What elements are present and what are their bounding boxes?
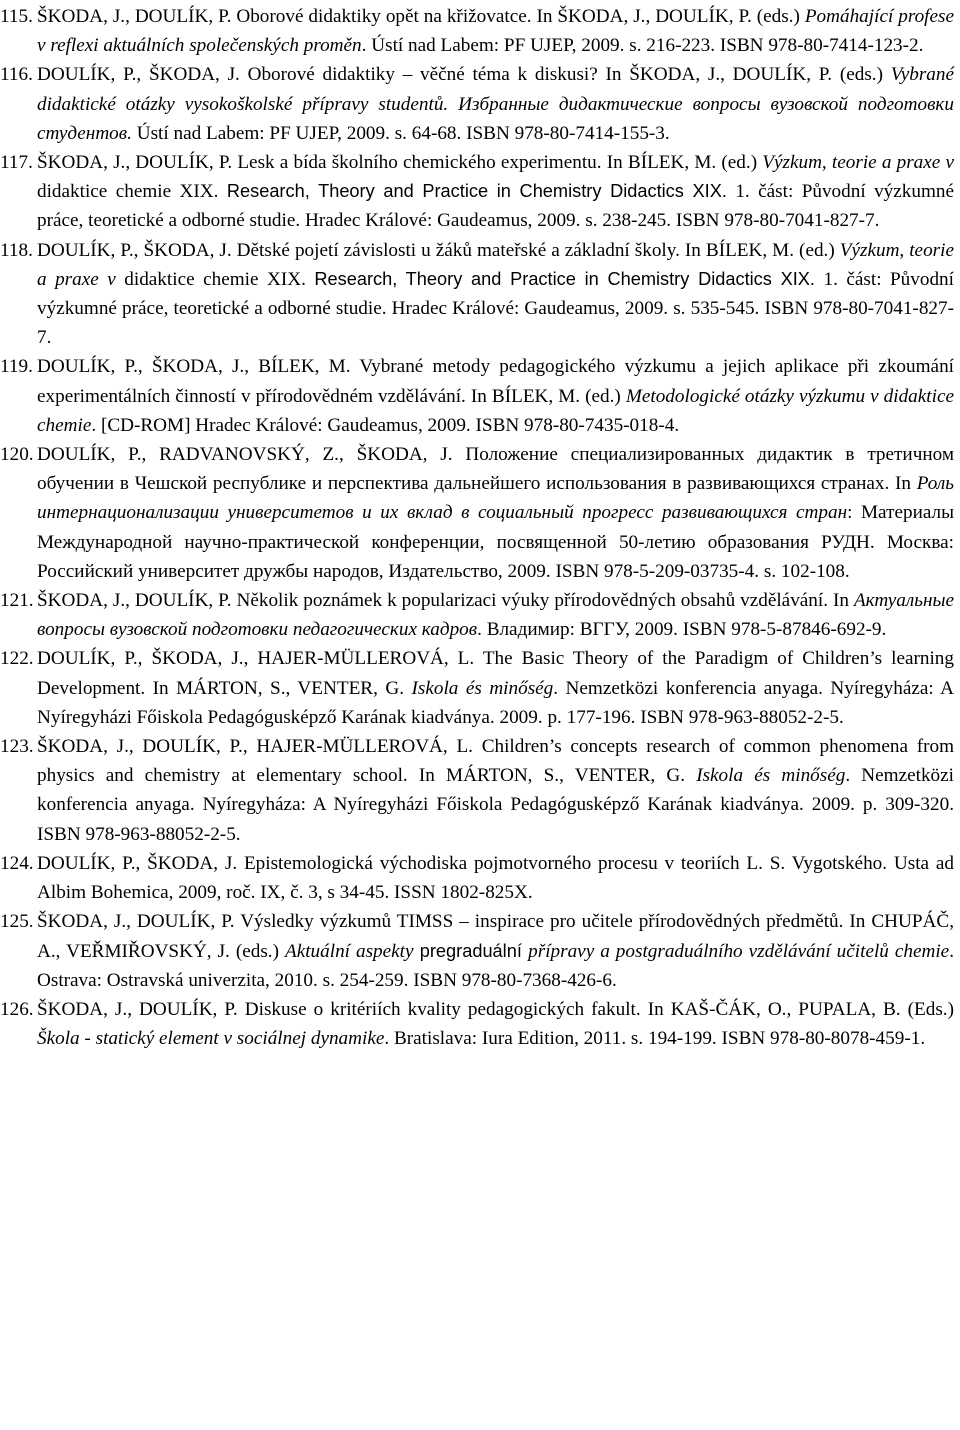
entry-number: 122.	[0, 648, 34, 670]
entry-text: . Ostrava: Ostravská univerzita, 2010. s. 254-259. ISBN 978-80-7368-426-6.	[37, 940, 954, 991]
entry-title-italic: přípravy a postgraduálního vzdělávání učitelů chemie	[528, 940, 950, 962]
bibliography-entry	[0, 352, 954, 440]
bibliography-entry	[0, 2, 954, 60]
entry-text: ŠKODA, J., DOULÍK, P. Oborové didaktiky opět na křižovatce. In ŠKODA, J., DOULÍK, P. (eds.)	[37, 6, 805, 27]
entry-text: DOULÍK, P., RADVANOVSKÝ, Z., ŠKODA, J. Положение специализированных дидактик в третичном обучении в Чешской республике и перспектива дальнейшего использования в развивающихся странах. In	[37, 444, 954, 495]
entry-text: ŠKODA, J., DOULÍK, P. Diskuse o kritériích kvality pedagogických fakult. In KAŠ-ČÁK, O., PUPALA, B. (Eds.)	[37, 998, 954, 1020]
entry-text: . Владимир: ВГГУ, 2009. ISBN 978-5-87846-692-9.	[477, 619, 887, 641]
entry-title-italic: Iskola és minőség	[411, 677, 554, 699]
entry-text: DOULÍK, P., ŠKODA, J. Dětské pojetí závislosti u žáků mateřské a základní školy. In BÍLEK, M. (ed.)	[37, 239, 840, 261]
entry-number: 120.	[0, 444, 34, 466]
entry-title-italic: Aktuální aspekty	[284, 940, 414, 962]
entry-number: 121.	[0, 590, 34, 612]
entry-title-italic: Vybrané didaktické otázky vysokoškolské přípravy studentů. Избранные дидактические вопросы вузовской подготовки студентов.	[37, 64, 954, 144]
entry-text: . Bratislava: Iura Edition, 2011. s. 194-199. ISBN 978-80-8078-459-1.	[384, 1028, 926, 1050]
entry-text: DOULÍK, P., ŠKODA, J., BÍLEK, M. Vybrané metody pedagogického výzkumu a jejich aplikace při zkoumání experimentálních činností v přírodovědném vzdělávání. In BÍLEK, M. (ed.)	[37, 356, 954, 407]
entry-title-italic: Škola - statický element v sociálnej dynamike	[37, 1028, 385, 1050]
entry-number: 119.	[0, 356, 33, 378]
entry-text: didaktice chemie XIX.	[115, 268, 315, 290]
bibliography-entry	[0, 148, 954, 236]
bibliography-entry	[0, 995, 954, 1053]
entry-text: . Ústí nad Labem: PF UJEP, 2009. s. 216-223. ISBN 978-80-7414-123-2.	[361, 35, 924, 57]
entry-title-italic: Výzkum, teorie a praxe v	[762, 152, 954, 174]
entry-text: DOULÍK, P., ŠKODA, J. Oborové didaktiky – věčné téma k diskusi? In ŠKODA, J., DOULÍK, P. (eds.)	[37, 64, 891, 86]
entry-title-italic: Роль интернационализации университетов и их вклад в социальный прогресс развивающихся стран	[37, 473, 954, 524]
entry-text: . Nemzetközi konferencia anyaga. Nyíregyháza: A Nyíregyházi Főiskola Pedagógusképző Karának kiadványa. 2009. p. 177-196. ISBN 978-963-88052-2-5.	[37, 677, 954, 728]
entry-number: 123.	[0, 736, 34, 758]
entry-text: Research, Theory and Practice in Chemistry Didactics XIX.	[226, 181, 727, 202]
entry-text: : Материалы Международной научно-практической конференции, посвященной 50-летию образования РУДН. Москва: Российский университет дружбы народов, Издательство, 2009. ISBN 978-5-209-03735-4. s. 102-108.	[37, 502, 954, 582]
entry-title-italic: Актуальные вопросы вузовской подготовки педагогических кадров	[37, 590, 954, 641]
bibliography-entry	[0, 60, 954, 148]
entry-text: didaktice chemie XIX.	[37, 181, 227, 203]
entry-number: 116.	[0, 64, 33, 86]
entry-title-italic: Výzkum, teorie a praxe v	[37, 239, 954, 290]
bibliography-list	[0, 2, 955, 1053]
entry-number: 126.	[0, 998, 34, 1020]
bibliography-entry	[0, 907, 954, 995]
entry-number: 118.	[0, 239, 33, 261]
entry-number: 115.	[0, 6, 33, 27]
bibliography-entry	[0, 732, 955, 849]
entry-text: ŠKODA, J., DOULÍK, P. Výsledky výzkumů TIMSS – inspirace pro učitele přírodovědných předmětů. In CHUPÁČ, A., VEŘMIŘOVSKÝ, J. (eds.)	[37, 911, 954, 962]
entry-number: 124.	[0, 852, 34, 874]
bibliography-entry	[0, 644, 954, 732]
bibliography-entry	[0, 586, 954, 644]
entry-text: DOULÍK, P., ŠKODA, J., HAJER-MÜLLEROVÁ, L. The Basic Theory of the Paradigm of Children’s learning Development. In MÁRTON, S., VENTER, G.	[37, 648, 954, 699]
entry-number: 125.	[0, 911, 34, 933]
entry-number: 117.	[0, 152, 33, 174]
entry-text: . Nemzetközi konferencia anyaga. Nyíregyháza: A Nyíregyházi Főiskola Pedagógusképző Karának kiadványa. 2009. p. 309-320. ISBN 978-963-88052-2-5.	[37, 765, 955, 845]
entry-title-italic: Pomáhající profese v reflexi aktuálních společenských proměn	[37, 6, 954, 57]
bibliography-entry	[0, 849, 954, 907]
bibliography-entry	[0, 236, 954, 353]
entry-title-italic: Iskola és minőség	[696, 765, 846, 787]
entry-text: Research, Theory and Practice in Chemistry Didactics XIX.	[314, 268, 815, 289]
entry-text: 1. část: Původní výzkumné práce, teoretické a odborné studie. Hradec Králové: Gaudeamus, 2009. s. 535-545. ISBN 978-80-7041-827-7.	[37, 268, 954, 349]
entry-text: DOULÍK, P., ŠKODA, J. Epistemologická východiska pojmotvorného procesu v teoriích L. S. Vygotského. Usta ad Albim Bohemica, 2009, roč. IX, č. 3, s 34-45. ISSN 1802-825X.	[37, 852, 954, 904]
entry-text: Ústí nad Labem: PF UJEP, 2009. s. 64-68. ISBN 978-80-7414-155-3.	[131, 122, 670, 144]
entry-text: ŠKODA, J., DOULÍK, P., HAJER-MÜLLEROVÁ, L. Children’s concepts research of common phenomena from physics and chemistry at elementary school. In MÁRTON, S., VENTER, G.	[37, 736, 954, 787]
bibliography-entry	[0, 440, 954, 586]
entry-text: . [CD-ROM] Hradec Králové: Gaudeamus, 2009. ISBN 978-80-7435-018-4.	[91, 414, 680, 436]
entry-text: ŠKODA, J., DOULÍK, P. Lesk a bída školního chemického experimentu. In BÍLEK, M. (ed.)	[37, 152, 763, 174]
entry-text: ŠKODA, J., DOULÍK, P. Několik poznámek k popularizaci výuky přírodovědných obsahů vzdělávání. In	[37, 590, 854, 612]
entry-text: 1. část: Původní výzkumné práce, teoretické a odborné studie. Hradec Králové: Gaudeamus, 2009. s. 238-245. ISBN 978-80-7041-827-7.	[37, 181, 954, 232]
entry-title-italic: Metodologické otázky výzkumu v didaktice chemie	[37, 385, 954, 436]
entry-text: pregraduální	[413, 940, 529, 961]
